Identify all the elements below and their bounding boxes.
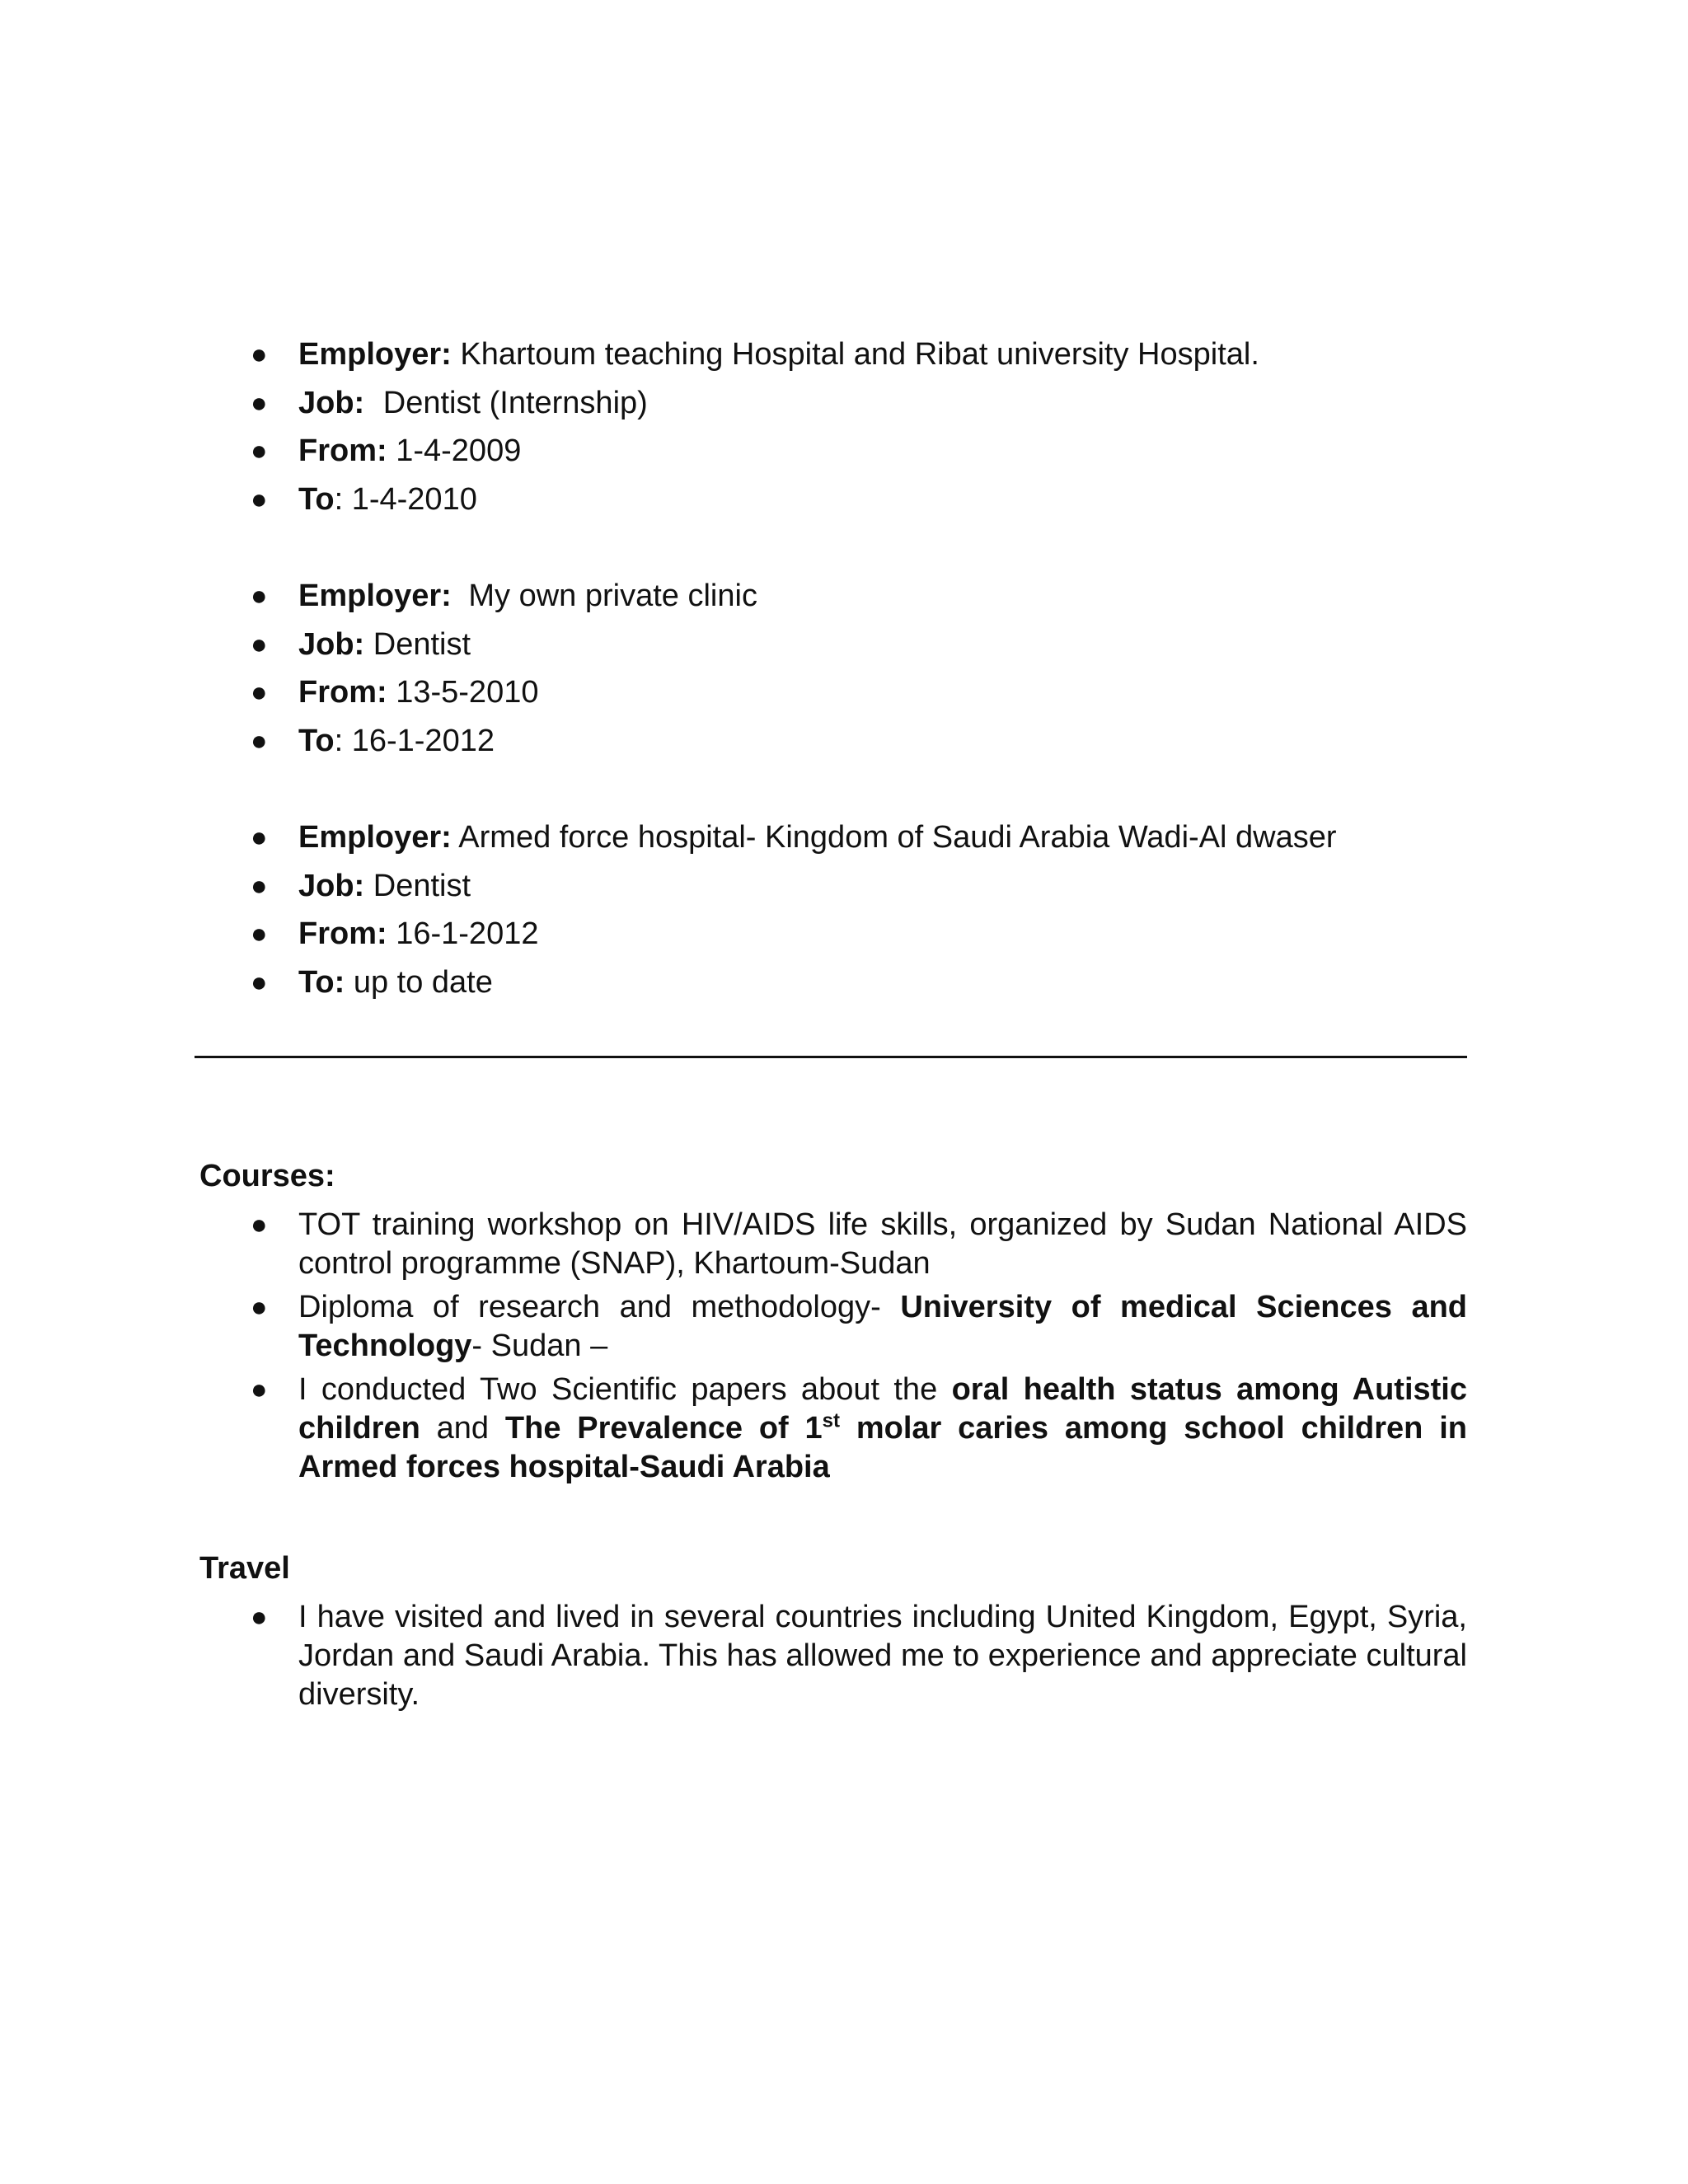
- courses-list: [198, 1206, 1467, 1492]
- to-label: To: [298, 723, 335, 758]
- from-label: From:: [298, 434, 387, 468]
- to-label: To:: [298, 964, 345, 1000]
- bullet-icon: ●: [251, 339, 268, 370]
- course-text-post: - Sudan –: [471, 1329, 608, 1363]
- travel-item-1: [198, 1598, 1467, 1714]
- bullet-icon: ●: [251, 822, 268, 853]
- to-value: : 16-1-2012: [334, 723, 495, 758]
- to-label: To: [298, 481, 335, 517]
- employer-value: Armed force hospital- Kingdom of Saudi Arabia Wadi-Al dwaser: [458, 820, 1337, 855]
- courses-heading: Courses:: [199, 1159, 335, 1193]
- to-value: up to date: [353, 964, 493, 1000]
- from-value: 1-4-2009: [396, 434, 522, 468]
- paper-title-2-start: The Prevalence of 1: [504, 1411, 823, 1446]
- job-row: [198, 862, 1467, 911]
- bullet-icon: ●: [251, 918, 268, 949]
- bullet-icon: ●: [251, 483, 268, 515]
- travel-heading: Travel: [199, 1551, 290, 1586]
- to-row: [198, 717, 1467, 766]
- employer-row: [198, 572, 1467, 621]
- employer-label: Employer:: [298, 820, 452, 855]
- bullet-icon: ●: [251, 435, 268, 466]
- job-value: Dentist (Internship): [382, 385, 648, 420]
- travel-list: [198, 1598, 1467, 1719]
- job-label: Job:: [298, 868, 365, 903]
- employer-label: Employer:: [298, 579, 452, 613]
- from-label: From:: [298, 675, 387, 710]
- employment-entry-1: [198, 330, 1467, 523]
- course-text-pre: I conducted Two Scientific papers about the: [298, 1372, 952, 1407]
- course-institution: University of medical Sciences and Technology: [298, 1290, 1468, 1363]
- bullet-icon: ●: [251, 580, 268, 612]
- paper-title-1: oral health status among Autistic children: [298, 1372, 1467, 1446]
- job-value: Dentist: [373, 626, 471, 662]
- paper-title-2-end: molar caries among school children in Armed forces hospital-Saudi Arabia: [298, 1411, 1467, 1484]
- travel-text: I have visited and lived in several countries including United Kingdom, Egypt, Syria, Jordan and Saudi Arabia. This has allowed me to experience and appreciate cultural diversity.: [298, 1600, 1467, 1712]
- course-text-mid: and: [420, 1411, 505, 1446]
- course-item-1: [198, 1206, 1467, 1283]
- bullet-icon: ●: [251, 1601, 268, 1633]
- from-row: [198, 910, 1467, 958]
- from-label: From:: [298, 916, 387, 951]
- employer-value: Khartoum teaching Hospital and Ribat university Hospital.: [460, 337, 1259, 372]
- section-divider: [195, 1056, 1467, 1058]
- from-value: 16-1-2012: [396, 916, 539, 951]
- job-value: Dentist: [373, 868, 471, 903]
- employer-row: [198, 330, 1467, 379]
- course-item-3: [198, 1371, 1467, 1487]
- bullet-icon: ●: [251, 677, 268, 708]
- to-row: [198, 958, 1467, 1007]
- employer-label: Employer:: [298, 337, 452, 372]
- course-item-2: [198, 1288, 1467, 1366]
- job-label: Job:: [298, 626, 365, 662]
- bullet-icon: ●: [251, 966, 268, 998]
- bullet-icon: ●: [251, 1291, 268, 1323]
- employment-entry-2: [198, 572, 1467, 765]
- bullet-icon: ●: [251, 869, 268, 902]
- from-row: [198, 427, 1467, 476]
- bullet-icon: ●: [251, 724, 268, 757]
- course-text-pre: Diploma of research and methodology-: [298, 1290, 901, 1324]
- bullet-icon: ●: [251, 1374, 268, 1405]
- bullet-icon: ●: [251, 628, 268, 660]
- to-value: : 1-4-2010: [334, 481, 477, 517]
- employer-row: [198, 813, 1467, 862]
- to-row: [198, 476, 1467, 524]
- ordinal-suffix: st: [822, 1409, 841, 1432]
- employment-entry-3: [198, 813, 1467, 1006]
- bullet-icon: ●: [251, 387, 268, 419]
- job-row: [198, 621, 1467, 669]
- employer-value: My own private clinic: [468, 579, 757, 613]
- job-row: [198, 379, 1467, 428]
- from-row: [198, 668, 1467, 717]
- bullet-icon: ●: [251, 1209, 268, 1240]
- from-value: 13-5-2010: [396, 675, 539, 710]
- course-text: TOT training workshop on HIV/AIDS life skills, organized by Sudan National AIDS control programme (SNAP), Khartoum-Sudan: [298, 1207, 1467, 1281]
- job-label: Job:: [298, 385, 365, 420]
